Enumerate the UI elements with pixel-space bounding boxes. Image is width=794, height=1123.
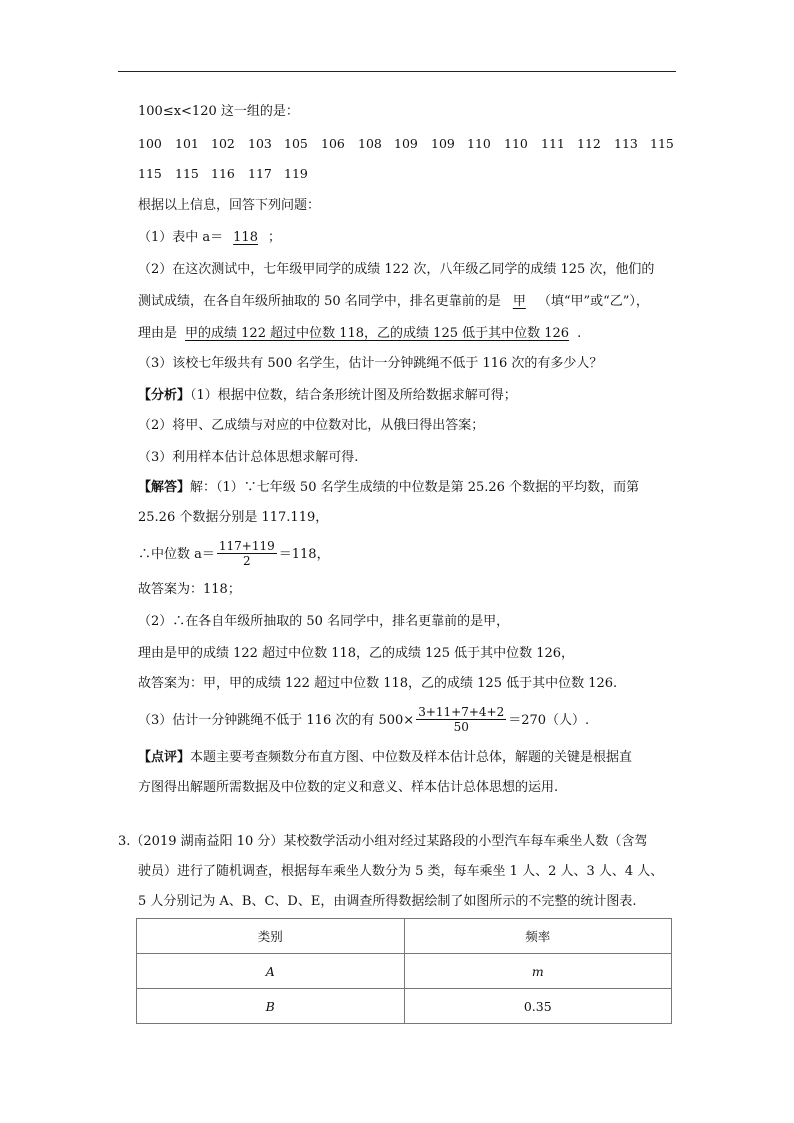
table-row [137,954,672,989]
table-header-row [137,919,672,954]
question-2-line-2 [138,294,649,310]
q2-line2-suffix: （填“甲”或“乙”）， [537,294,649,309]
number-item: 115 [175,166,199,181]
solution-estimate-line [138,706,589,735]
table-row [137,989,672,1024]
table-cell-category: B [137,989,405,1024]
number-item: 101 [175,136,199,151]
solution-label: 【解答】 [138,480,191,495]
solution-line-5: （2）∴在各自年级所抽取的 50 名同学中，排名更靠前的是甲， [138,614,510,629]
problem-3-line-3: 5 人分别记为 A、B、C、D、E，由调查所得数据绘制了如图所示的不完整的统计图表. [138,894,637,909]
comment-label: 【点评】 [138,750,191,765]
analysis-text-1: （1）根据中位数，结合条形统计图及所给数据求解可得； [190,388,517,403]
q2-line3-answer: 甲的成绩 122 超过中位数 118，乙的成绩 125 低于其中位数 126 [185,326,570,341]
estimate-prefix: （3）估计一分钟跳绳不低于 116 次的有 500× [138,713,415,728]
problem-3-line-1: 3.（2019 湖南益阳 10 分）某校数学活动小组对经过某路段的小型汽车每车乘坐人数（含驾 [118,834,648,849]
number-item: 100 [138,136,162,151]
question-1 [138,230,281,246]
median-fraction [217,539,277,568]
estimate-denominator: 50 [453,720,469,734]
q1-suffix: ； [267,230,281,245]
problem-3-line-2: 驶员）进行了随机调查，根据每车乘坐人数分为 5 类，每车乘坐 1 人、2 人、3 人、4 人、 [138,864,664,879]
number-item: 112 [577,136,601,151]
q2-line2-answer: 甲 [512,294,526,309]
estimate-numerator: 3+11+7+4+2 [418,705,505,719]
solution-line-6: 理由是甲的成绩 122 超过中位数 118，乙的成绩 125 低于其中位数 126， [138,646,575,661]
number-item: 105 [284,136,308,151]
number-item: 119 [284,166,308,181]
median-numerator: 117+119 [218,539,275,553]
median-denominator: 2 [243,554,251,568]
question-2-line-1: （2）在这次测试中，七年级甲同学的成绩 122 次，八年级乙同学的成绩 125 次，他们的 [138,262,655,277]
table-cell-category: A [137,954,405,989]
group-header: 100≤x<120 这一组的是： [138,104,299,119]
median-prefix: ∴中位数 a＝ [138,547,215,562]
table-header-category: 类别 [137,919,405,954]
q2-line3-suffix: . [577,326,582,341]
question-3: （3）该校七年级共有 500 名学生，估计一分钟跳绳不低于 116 次的有多少人？ [138,356,603,371]
solution-median-line [138,540,330,569]
median-suffix: ＝118， [278,547,330,562]
solution-line-2: 25.26 个数据分别是 117.119， [138,510,329,525]
number-item: 109 [394,136,418,151]
analysis-label: 【分析】 [138,388,191,403]
header-rule [118,71,676,72]
solution-answer-2: 故答案为：甲，甲的成绩 122 超过中位数 118，乙的成绩 125 低于其中位数 126. [138,676,618,691]
number-item: 110 [504,136,528,151]
number-item: 113 [614,136,638,151]
number-item: 110 [467,136,491,151]
table-cell-frequency: m [404,954,672,989]
solution-answer-1: 故答案为：118； [138,582,241,597]
solution-text-1: 解：（1）∵七年级 50 名学生成绩的中位数是第 25.26 个数据的平均数，而第 [190,480,640,495]
number-item: 109 [431,136,455,151]
q1-prefix: （1）表中 a＝ [138,230,224,245]
q2-line2-prefix: 测试成绩，在各自年级所抽取的 50 名同学中，排名更靠前的是 [138,294,501,309]
estimate-suffix: ＝270（人）. [508,713,590,728]
comment-line-2: 方图得出解题所需数据及中位数的定义和意义、样本估计总体思想的运用. [138,780,559,795]
number-item: 117 [248,166,272,181]
number-item: 106 [321,136,345,151]
number-item: 103 [248,136,272,151]
number-item: 102 [211,136,235,151]
question-2-line-3 [138,326,581,342]
analysis-line-2: （2）将甲、乙成绩与对应的中位数对比，从俄曰得出答案； [138,418,485,433]
solution-line-1 [138,480,639,496]
number-item: 115 [138,166,162,181]
number-item: 111 [541,136,565,151]
comment-text-1: 本题主要考查频数分布直方图、中位数及样本估计总体，解题的关键是根据直 [190,750,633,765]
table-header-frequency: 频率 [404,919,672,954]
analysis-line-3: （3）利用样本估计总体思想求解可得. [138,450,359,465]
analysis-line-1 [138,388,517,404]
comment-line-1 [138,750,632,766]
frequency-table [136,918,672,1024]
number-item: 116 [211,166,235,181]
number-item: 108 [358,136,382,151]
q2-line3-prefix: 理由是 [138,326,178,341]
prompt-text: 根据以上信息，回答下列问题： [138,198,321,213]
number-item: 115 [650,136,674,151]
estimate-fraction [416,705,506,734]
table-cell-frequency: 0.35 [404,989,672,1024]
q1-answer: 118 [233,230,258,245]
